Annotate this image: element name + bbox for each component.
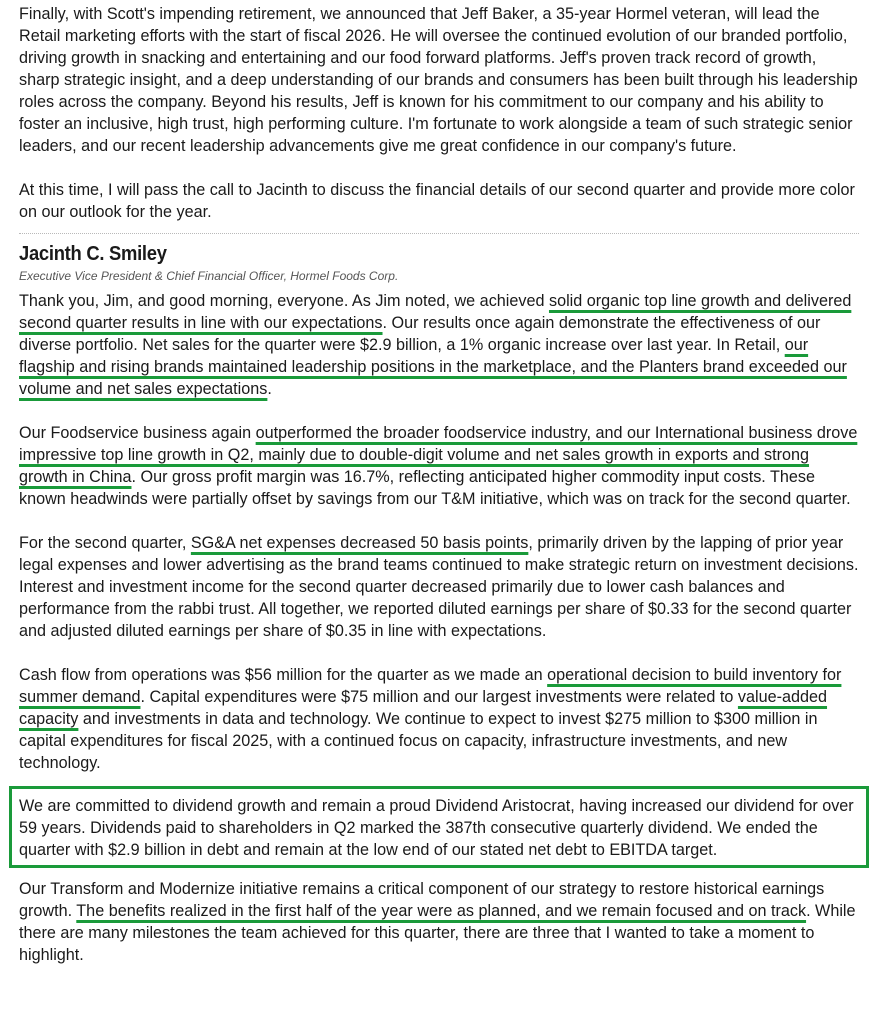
highlighted-text: our flagship and rising brands maintained leadership positions in the marketplace, and the Planters brand exceeded our volume and net sales expectations <box>19 336 847 398</box>
highlighted-text: outperformed the broader foodservice industry, and our International business drove impressive top line growth in Q2, mainly due to double-digit volume and net sales growth in exports and strong growth in China <box>19 424 858 486</box>
paragraph-retirement-announcement: Finally, with Scott's impending retirement, we announced that Jeff Baker, a 35-year Hormel veteran, will lead the Retail marketing efforts with the start of fiscal 2026. He will oversee the continued evolution of our branded portfolio, driving growth in snacking and entertaining and our food forward platforms. Jeff's proven track record of growth, sharp strategic insight, and a deep understanding of our brands and consumers has been built through his leadership roles across the company. Beyond his results, Jeff is known for his commitment to our company and his ability to foster an inclusive, high trust, high performing culture. I'm fortunate to work alongside a team of such strategic senior leaders, and our recent leadership advancements give me great confidence in our company's future. <box>19 5 858 155</box>
text-span: . Our gross profit margin was 16.7%, reflecting anticipated higher commodity input costs. These known headwinds were partially offset by savings from our T&M initiative, which was on track for the second quarter. <box>19 468 851 508</box>
text-span: Cash flow from operations was $56 million for the quarter as we made an <box>19 666 548 684</box>
text-span: Thank you, Jim, and good morning, everyone. As Jim noted, we achieved <box>19 292 549 310</box>
highlighted-text: value-added capacity <box>19 688 828 728</box>
speaker-name: Jacinth C. Smiley <box>19 243 167 265</box>
paragraph-sga <box>19 532 859 642</box>
paragraph-handoff: At this time, I will pass the call to Jacinth to discuss the financial details of our second quarter and provide more color on our outlook for the year. <box>19 181 855 221</box>
highlighted-box <box>9 786 869 868</box>
highlighted-text: solid organic top line growth and delivered second quarter results in line with our expectations <box>19 292 852 332</box>
highlighted-text: The benefits realized in the first half of the year were as planned, and we remain focused and on track <box>76 902 807 920</box>
text-span: Our Foodservice business again <box>19 424 256 442</box>
text-span: and investments in data and technology. We continue to expect to invest $275 million to $300 million in capital expenditures for fiscal 2025, with a continued focus on capacity, infrastructure investments, and new technology. <box>19 710 818 772</box>
paragraph-dividend: We are committed to dividend growth and remain a proud Dividend Aristocrat, having increased our dividend for over 59 years. Dividends paid to shareholders in Q2 marked the 387th consecutive quarterly dividend. We ended the quarter with $2.9 billion in debt and remain at the low end of our stated net debt to EBITDA target. <box>19 797 854 859</box>
transcript-page <box>19 3 859 966</box>
paragraph-transform-modernize <box>19 878 859 966</box>
text-span: . While there are many milestones the team achieved for this quarter, there are three that I wanted to take a moment to highlight. <box>19 902 856 964</box>
paragraph-cash-flow <box>19 664 859 774</box>
highlighted-text: SG&A net expenses decreased 50 basis points <box>190 534 529 552</box>
paragraph-quarter-results <box>19 290 859 400</box>
paragraph-gap <box>19 510 859 532</box>
text-span: For the second quarter, <box>19 534 191 552</box>
text-span: . Capital expenditures were $75 million and our largest investments were related to <box>140 688 738 706</box>
speaker-divider <box>19 233 859 234</box>
highlighted-text: operational decision to build inventory for summer demand <box>19 666 842 706</box>
paragraph-gap <box>19 642 859 664</box>
paragraph-gap <box>19 400 859 422</box>
paragraph-foodservice <box>19 422 859 510</box>
text-span: . <box>267 380 272 398</box>
text-span: , primarily driven by the lapping of prior year legal expenses and lower advertising as the brand teams continued to make strategic return on investment decisions. Interest and investment income for the second quarter decreased primarily due to lower cash balances and performance from the rabbi trust. All together, we reported diluted earnings per share of $0.33 for the second quarter and adjusted diluted earnings per share of $0.35 in line with expectations. <box>19 534 859 640</box>
paragraph-gap <box>19 157 859 179</box>
speaker-title: Executive Vice President & Chief Financial Officer, Hormel Foods Corp. <box>19 269 399 283</box>
text-span: . Our results once again demonstrate the effectiveness of our diverse portfolio. Net sales for the quarter were $2.9 billion, a 1% organic increase over last year. In Retail, <box>19 314 821 354</box>
text-span: Our Transform and Modernize initiative remains a critical component of our strategy to restore historical earnings growth. <box>19 880 825 920</box>
